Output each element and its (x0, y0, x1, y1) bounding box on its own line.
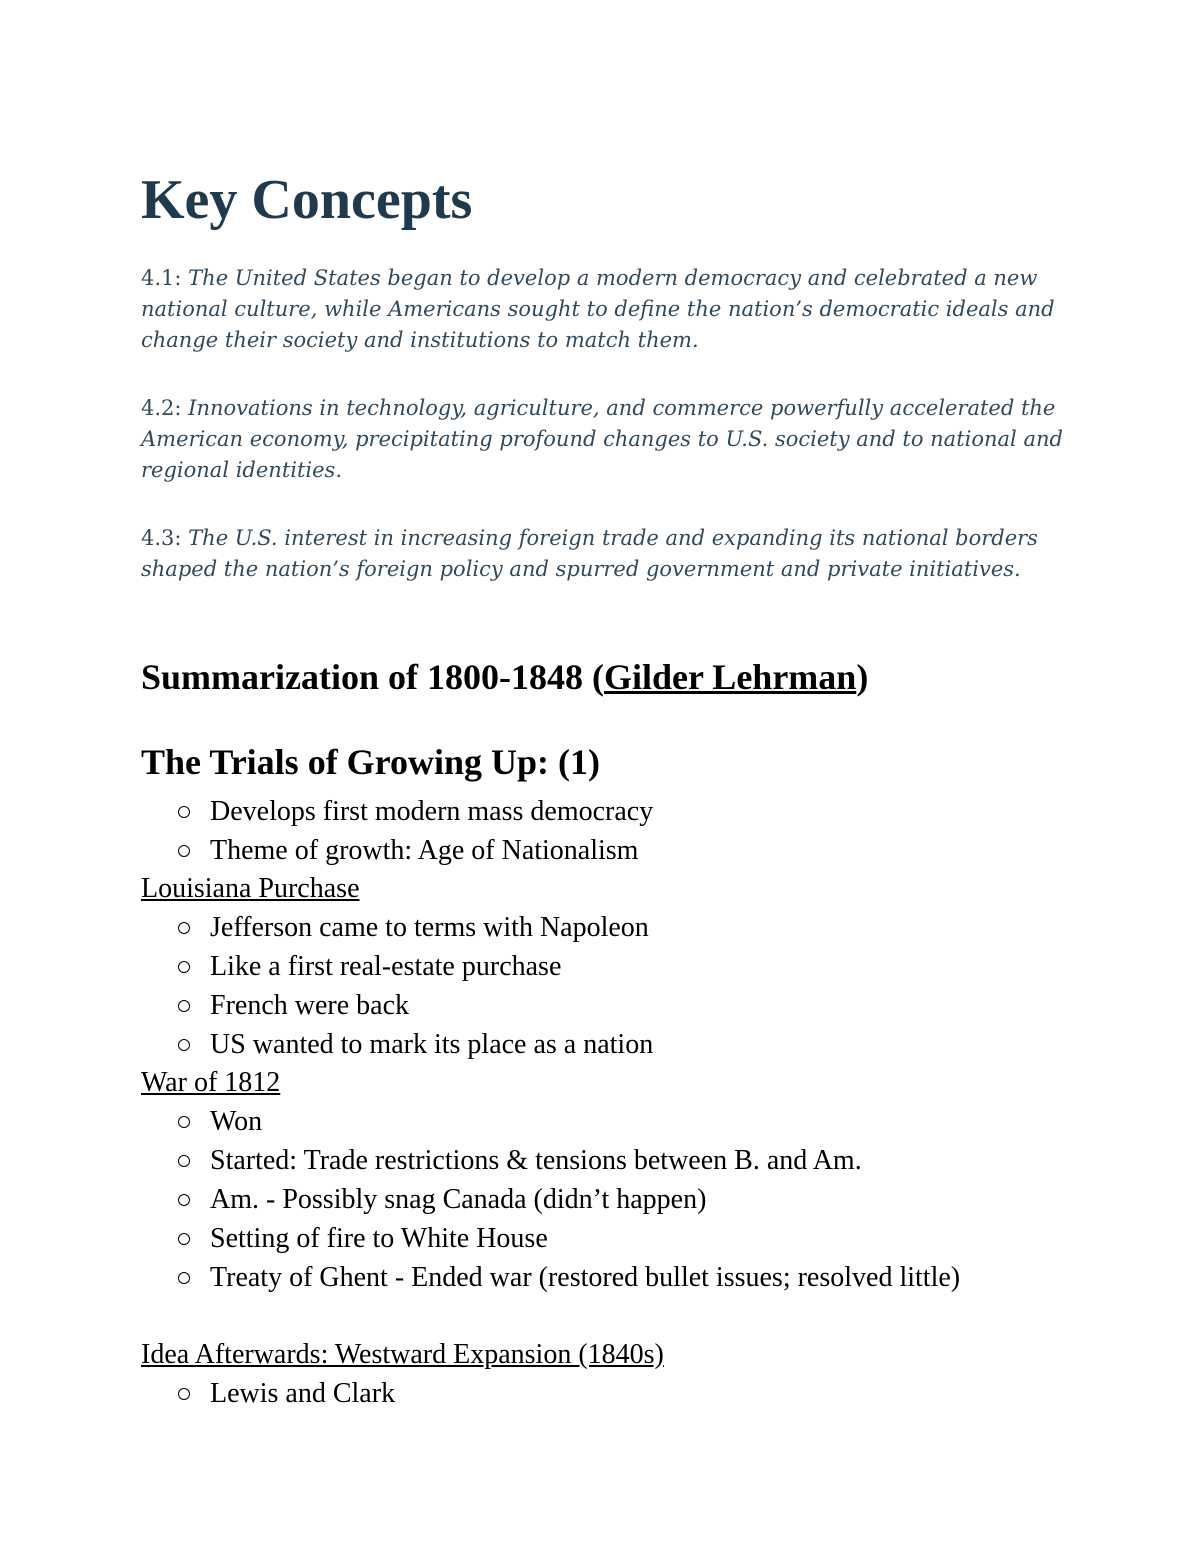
westward-bullet-list (178, 1374, 395, 1413)
louisiana-purchase-label: Louisiana Purchase (141, 873, 360, 904)
hollow-circle-bullet-icon (178, 1272, 190, 1284)
concept-4-1: 4.1: The United States began to develop a modern democracy and celebrated a new national culture, while Americans sought to define the nation’s democratic ideals and change their society and institutions to match them. (141, 266, 1055, 352)
concept-4-2: 4.2: Innovations in technology, agriculture, and commerce powerfully accelerated the American economy, precipitating profound changes to U.S. society and to national and regional identities. (141, 396, 1063, 482)
gilder-lehrman-link[interactable]: Gilder Lehrman (603, 657, 857, 697)
list-item: Am. - Possibly snag Canada (didn’t happen) (178, 1180, 960, 1219)
louisiana-bullet-list (178, 908, 653, 1064)
hollow-circle-bullet-icon (178, 922, 190, 934)
hollow-circle-bullet-icon (178, 1233, 190, 1245)
hollow-circle-bullet-icon (178, 845, 190, 857)
list-item: Setting of fire to White House (178, 1219, 960, 1258)
hollow-circle-bullet-icon (178, 1039, 190, 1051)
concept-4-3: 4.3: The U.S. interest in increasing foreign trade and expanding its national borders shaped the nation’s foreign policy and spurred government and private initiatives. (141, 526, 1038, 581)
trials-heading: The Trials of Growing Up: (1) (141, 742, 601, 782)
list-item: Jefferson came to terms with Napoleon (178, 908, 653, 947)
hollow-circle-bullet-icon (178, 1194, 190, 1206)
concept-number: 4.3 (141, 526, 175, 550)
list-item: Lewis and Clark (178, 1374, 395, 1413)
hollow-circle-bullet-icon (178, 1388, 190, 1400)
list-item: Develops first modern mass democracy (178, 792, 653, 831)
hollow-circle-bullet-icon (178, 1000, 190, 1012)
concept-text: Innovations in technology, agriculture, and commerce powerfully accelerated the American economy, precipitating profound changes to U.S. society and to national and regional identities. (141, 396, 1063, 482)
hollow-circle-bullet-icon (178, 961, 190, 973)
concept-text: The U.S. interest in increasing foreign trade and expanding its national borders shaped the nation’s foreign policy and spurred government and private initiatives. (141, 526, 1038, 581)
list-item: Won (178, 1102, 960, 1141)
key-concepts-title: Key Concepts (141, 169, 473, 231)
concept-number: 4.1 (141, 266, 175, 290)
concept-text: The United States began to develop a modern democracy and celebrated a new national culture, while Americans sought to define the nation’s democratic ideals and change their society and institutions to match them. (141, 266, 1055, 352)
list-item: Treaty of Ghent - Ended war (restored bullet issues; resolved little) (178, 1258, 960, 1297)
concept-number: 4.2 (141, 396, 175, 420)
trials-bullet-list (178, 792, 653, 870)
list-item: US wanted to mark its place as a nation (178, 1025, 653, 1064)
list-item: Theme of growth: Age of Nationalism (178, 831, 653, 870)
westward-expansion-label: Idea Afterwards: Westward Expansion (1840s) (141, 1339, 664, 1370)
hollow-circle-bullet-icon (178, 1116, 190, 1128)
hollow-circle-bullet-icon (178, 806, 190, 818)
war-1812-bullet-list (178, 1102, 960, 1297)
war-of-1812-label: War of 1812 (141, 1067, 281, 1098)
hollow-circle-bullet-icon (178, 1155, 190, 1167)
list-item: French were back (178, 986, 653, 1025)
list-item: Started: Trade restrictions & tensions between B. and Am. (178, 1141, 960, 1180)
summary-heading: Summarization of 1800-1848 (Gilder Lehrman) (141, 657, 869, 697)
list-item: Like a first real-estate purchase (178, 947, 653, 986)
